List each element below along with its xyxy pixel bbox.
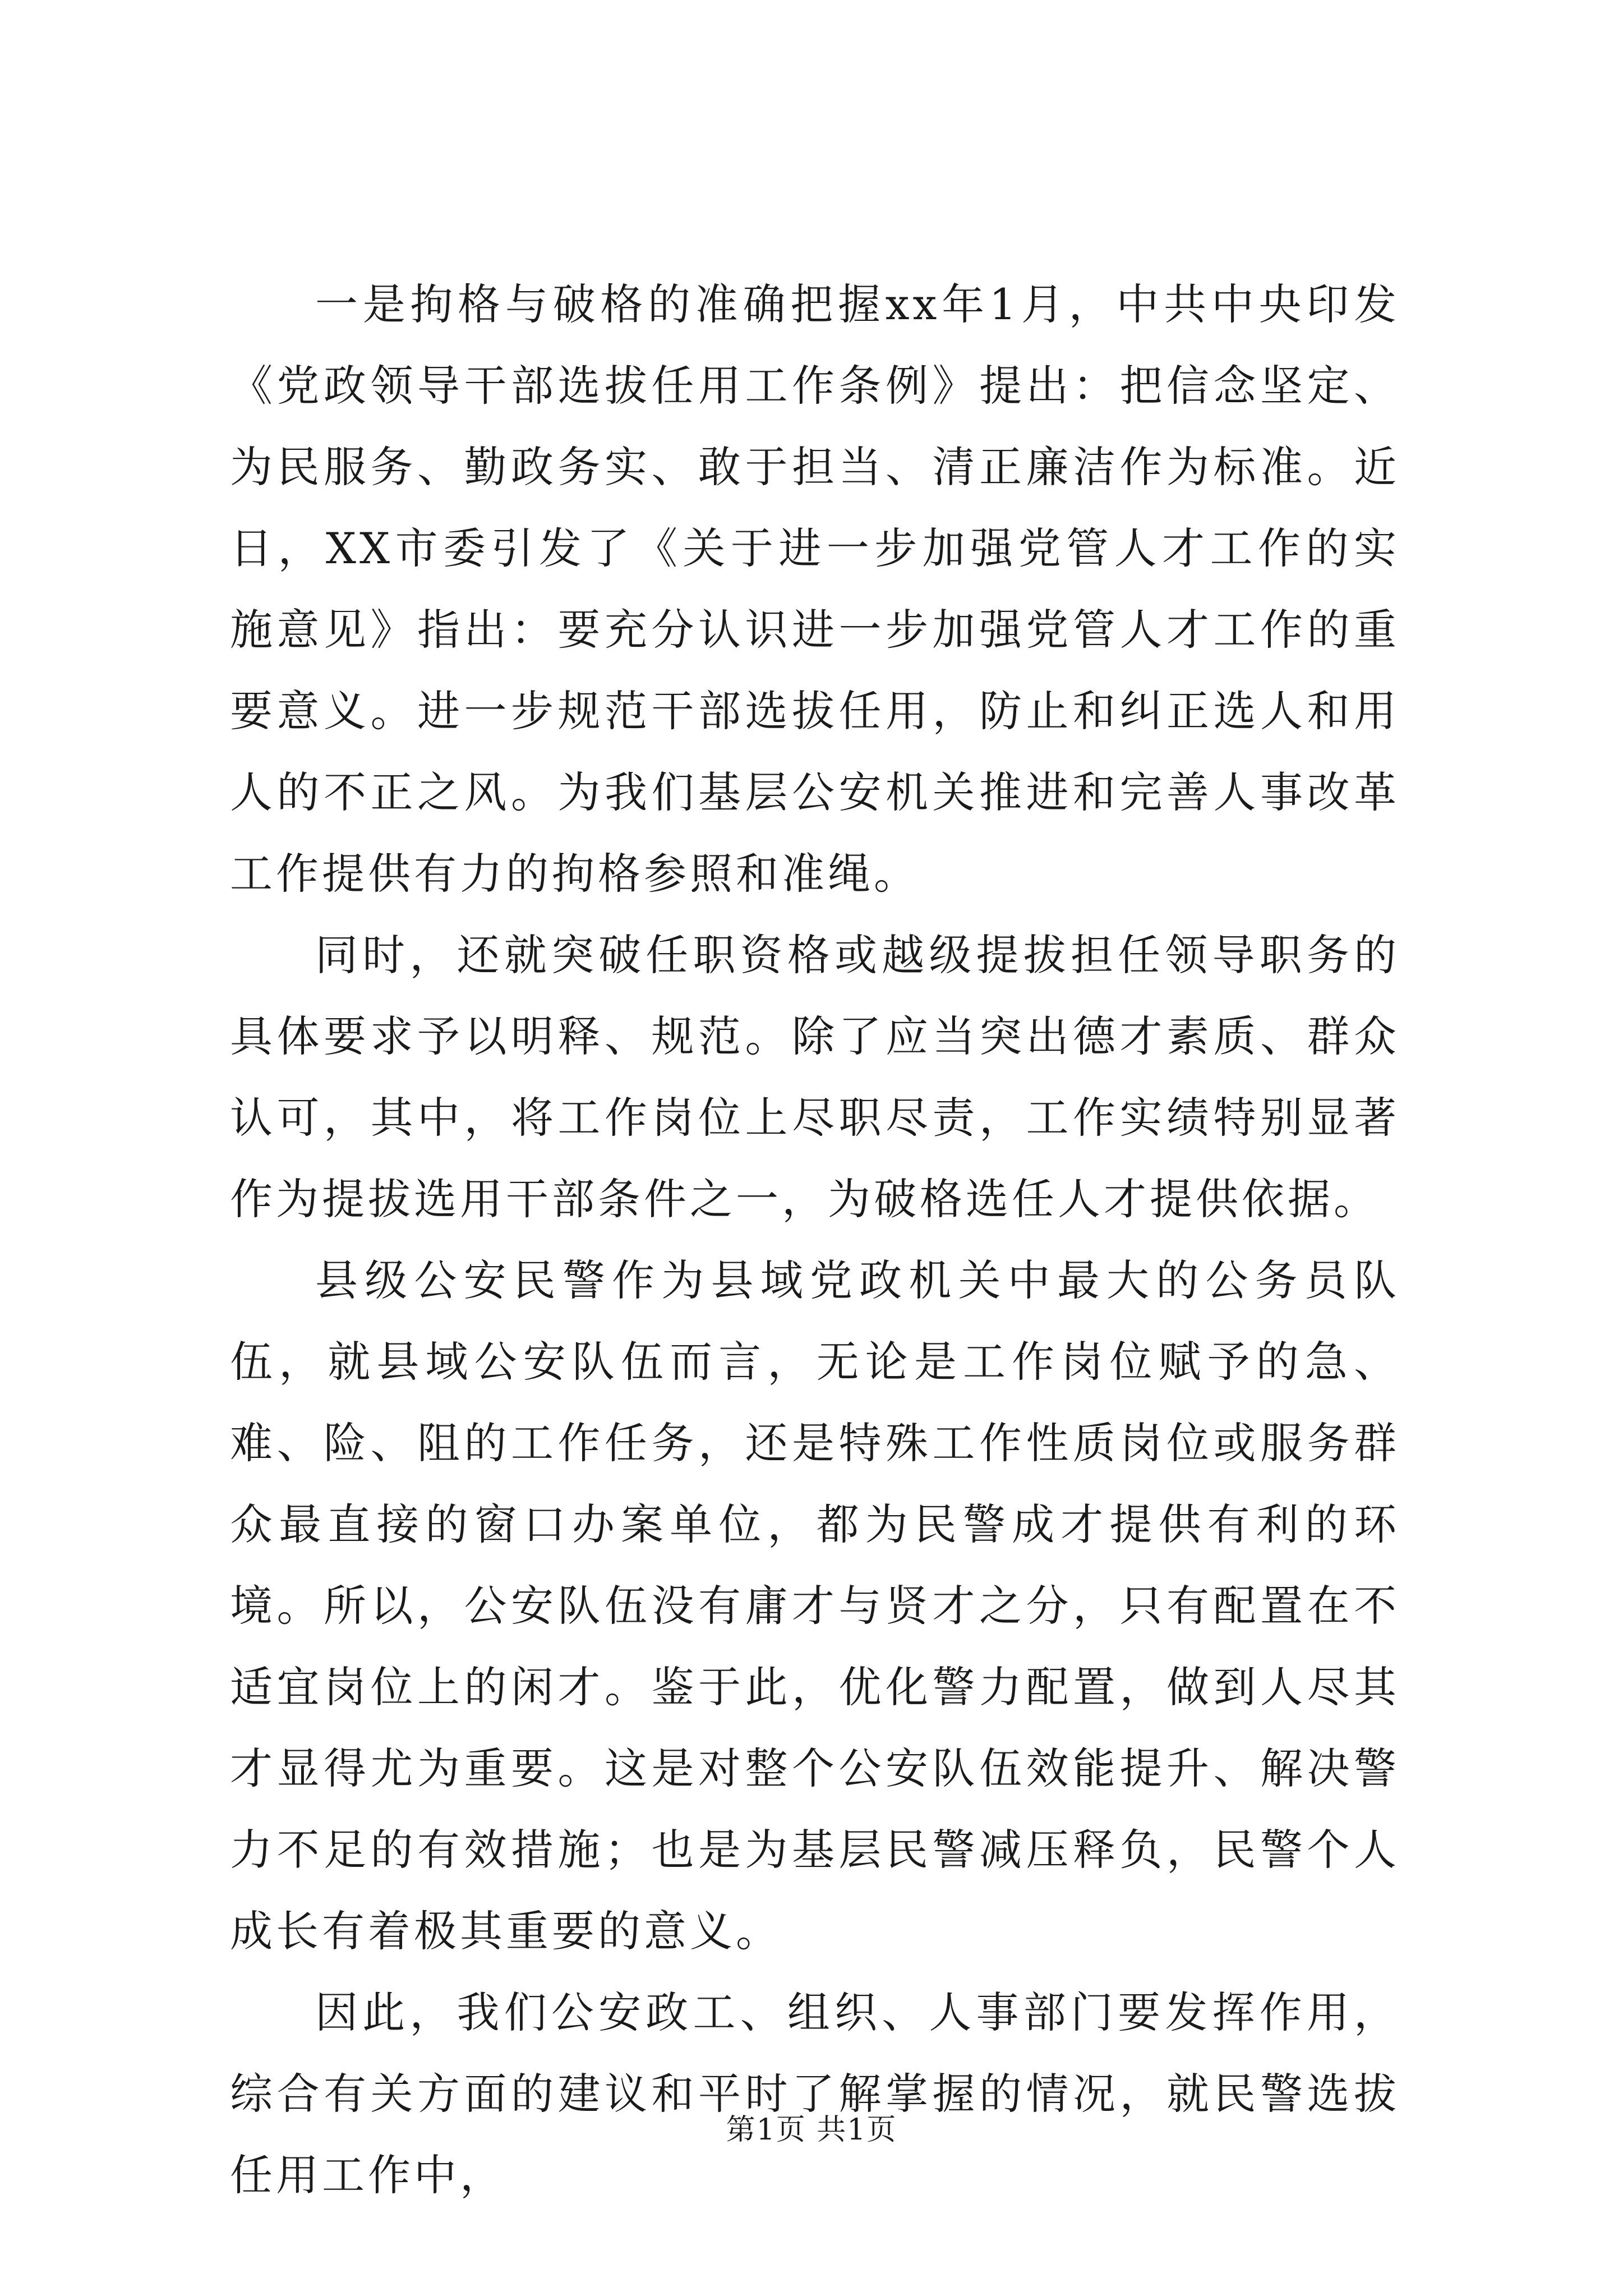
paragraph-1: 一是拘格与破格的准确把握xx年1月，中共中央印发《党政领导干部选拔任用工作条例》提出：把信念坚定、为民服务、勤政务实、敢于担当、清正廉洁作为标准。近日，XX市委引发了《关于进一步加强党管人才工作的实施意见》指出：要充分认识进一步加强党管人才工作的重要意义。进一步规范干部选拔任用，防止和纠正选人和用人的不正之风。为我们基层公安机关推进和完善人事改革工作提供有力的拘格参照和准绳。 <box>230 279 1400 899</box>
paragraph-2: 同时，还就突破任职资格或越级提拔担任领导职务的具体要求予以明释、规范。除了应当突出德才素质、群众认可，其中，将工作岗位上尽职尽责，工作实绩特别显著作为提拔选用干部条件之一，为破格选任人才提供依据。 <box>230 930 1400 1224</box>
paragraph-4: 因此，我们公安政工、组织、人事部门要发挥作用，综合有关方面的建议和平时了解掌握的情况，就民警选拔任用工作中， <box>230 1987 1400 2200</box>
document-body <box>230 264 1400 2216</box>
paragraph-3: 县级公安民警作为县域党政机关中最大的公务员队伍，就县域公安队伍而言，无论是工作岗位赋予的急、难、险、阻的工作任务，还是特殊工作性质岗位或服务群众最直接的窗口办案单位，都为民警成才提供有利的环境。所以，公安队伍没有庸才与贤才之分，只有配置在不适宜岗位上的闲才。鉴于此，优化警力配置，做到人尽其才显得尤为重要。这是对整个公安队伍效能提升、解决警力不足的有效措施；也是为基层民警减压释负，民警个人成长有着极其重要的意义。 <box>230 1255 1400 1956</box>
page-footer: 第1页 共1页 <box>726 2113 897 2147</box>
